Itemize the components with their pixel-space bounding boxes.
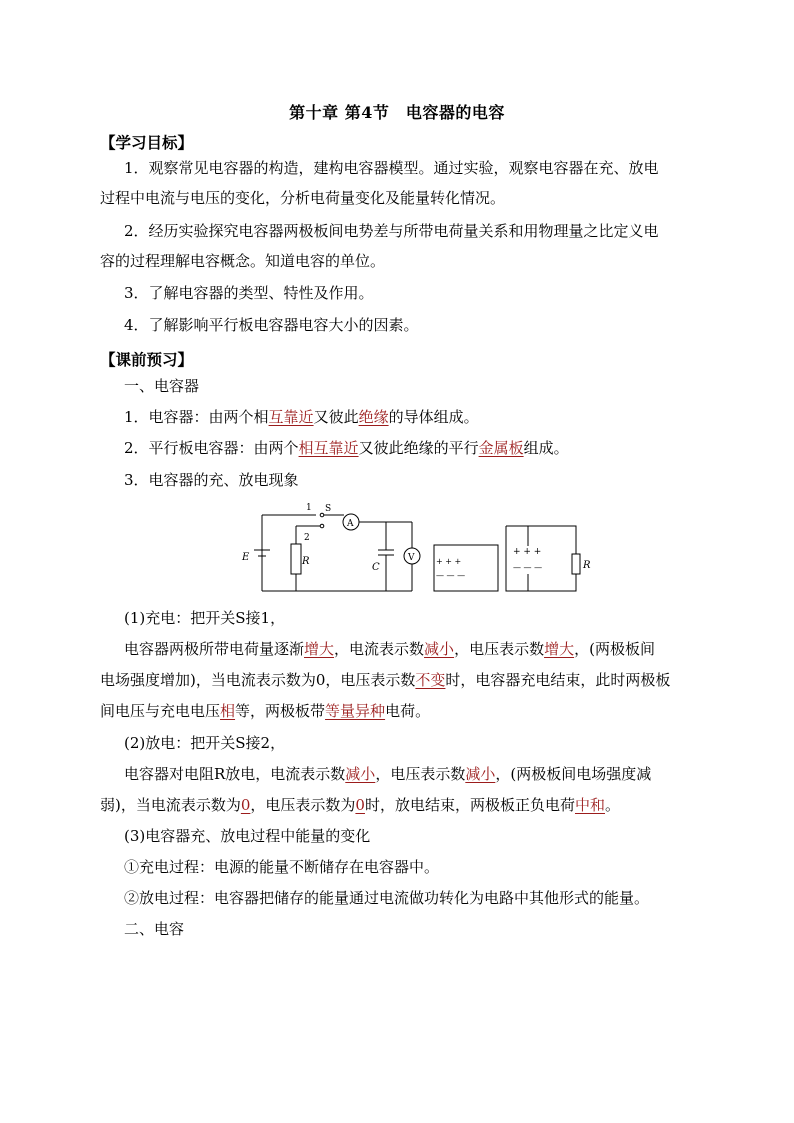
item-2: 2．平行板电容器：由两个相互靠近又彼此绝缘的平行金属板组成。 xyxy=(124,439,569,457)
label-E: E xyxy=(242,552,250,563)
section-1-title: 一、电容器 xyxy=(124,377,200,395)
goal-2a: 2．经历实验探究电容器两极板间电势差与所带电荷量关系和用物理量之比定义电 xyxy=(124,222,659,240)
section-2-title: 二、电容 xyxy=(124,920,185,938)
label-1: 1 xyxy=(306,503,312,513)
answer-blank: 绝缘 xyxy=(358,408,389,426)
goal-4: 4．了解影响平行板电容器电容大小的因素。 xyxy=(124,316,419,334)
charge-3: 电场强度增加)，当电流表示数为0，电压表示数不变时，电容器充电结束，此时两极板 xyxy=(100,671,671,689)
charge-1: (1)充电：把开关S接1， xyxy=(124,609,286,627)
answer-blank: 金属板 xyxy=(478,439,524,457)
label-C: C xyxy=(372,562,380,573)
label-R: R xyxy=(302,556,310,567)
goal-2b: 容的过程理解电容概念。知道电容的单位。 xyxy=(100,252,386,270)
goal-1b: 过程中电流与电压的变化，分析电荷量变化及能量转化情况。 xyxy=(100,189,506,207)
charge-4: 间电压与充电电压相等，两极板带等量异种电荷。 xyxy=(100,702,431,720)
answer-blank: 互靠近 xyxy=(268,408,314,426)
label-2: 2 xyxy=(304,533,310,543)
plus-charges-1: + + + xyxy=(436,557,462,566)
label-S: S xyxy=(325,504,332,514)
energy-discharge: ②放电过程：电容器把储存的能量通过电流做功转化为电路中其他形式的能量。 xyxy=(124,889,650,907)
item-1: 1．电容器：由两个相互靠近又彼此绝缘的导体组成。 xyxy=(124,408,479,426)
minus-charges-2: — — — xyxy=(513,563,543,572)
charge-2: 电容器两极所带电荷量逐渐增大，电流表示数减小，电压表示数增大，(两极板间 xyxy=(124,640,655,658)
answer-blank: 相互靠近 xyxy=(298,439,359,457)
preview-heading: 【课前预习】 xyxy=(100,350,194,369)
voltmeter-label: V xyxy=(408,553,415,563)
discharge-1: (2)放电：把开关S接2， xyxy=(124,734,286,752)
page-title: 第十章 第4节 电容器的电容 xyxy=(289,103,505,122)
discharge-2: 电容器对电阻R放电，电流表示数减小，电压表示数减小，(两极板间电场强度减 xyxy=(124,765,652,783)
plus-charges-2: + + + xyxy=(513,547,542,557)
energy-charge: ①充电过程：电源的能量不断储存在电容器中。 xyxy=(124,858,440,876)
ammeter-label: A xyxy=(347,519,354,529)
discharge-3: 弱)，当电流表示数为0，电压表示数为0时，放电结束，两极板正负电荷中和。 xyxy=(100,796,621,814)
energy-heading: (3)电容器充、放电过程中能量的变化 xyxy=(124,827,371,845)
minus-charges-1: — — — xyxy=(436,571,466,580)
goal-3: 3．了解电容器的类型、特性及作用。 xyxy=(124,284,374,302)
goal-1a: 1．观察常见电容器的构造，建构电容器模型。通过实验，观察电容器在充、放电 xyxy=(124,159,659,177)
circuit-diagram xyxy=(236,498,596,598)
label-R2: R xyxy=(583,560,591,571)
goals-heading: 【学习目标】 xyxy=(100,133,194,152)
item-3: 3．电容器的充、放电现象 xyxy=(124,471,299,489)
